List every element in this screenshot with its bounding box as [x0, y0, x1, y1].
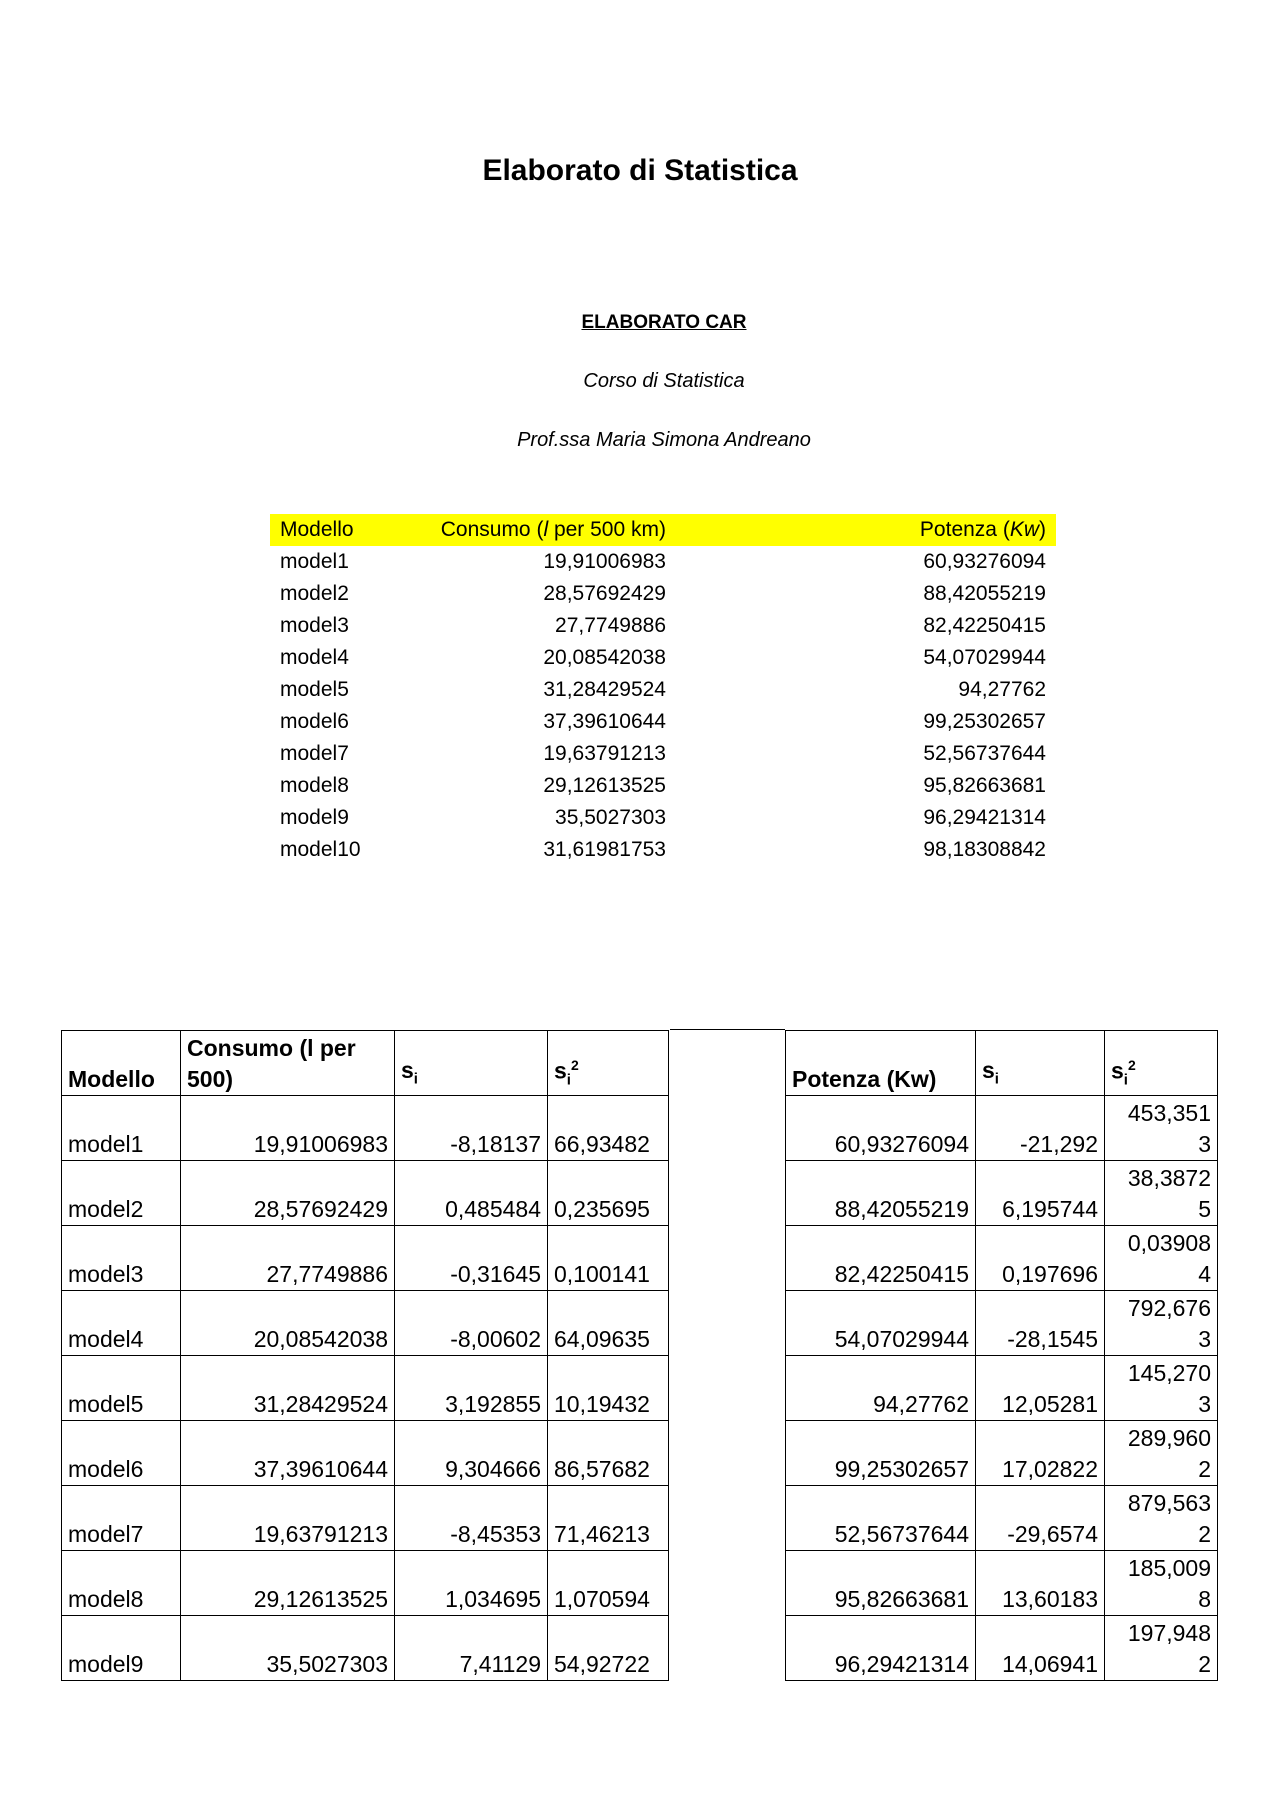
table-row	[786, 1356, 1218, 1421]
table-row	[62, 1096, 669, 1161]
consumo-col-model: Modello	[62, 1031, 181, 1096]
model-name: model3	[280, 614, 349, 637]
si-value: 6,195744	[976, 1161, 1105, 1226]
model-name: model7	[62, 1486, 181, 1551]
potenza-value: 88,42055219	[923, 582, 1046, 605]
si2-value	[1105, 1486, 1218, 1551]
si-subscript: i	[413, 1071, 418, 1088]
table-row	[786, 1291, 1218, 1356]
si2-value-line2: 3	[1198, 1326, 1211, 1352]
consumo-col-si2	[548, 1031, 669, 1096]
model-name: model6	[62, 1421, 181, 1486]
si2-value-line1: 792,676	[1127, 1295, 1211, 1321]
si-symbol: s	[401, 1057, 414, 1084]
table-row	[62, 1356, 669, 1421]
potenza-value: 94,27762	[958, 678, 1046, 701]
si2-value-line1: 879,563	[1127, 1490, 1211, 1516]
potenza-header-unit: Kw	[1009, 518, 1039, 541]
summary-header-consumo	[410, 514, 676, 546]
si2-value-line1: 197,948	[1127, 1620, 1211, 1646]
potenza-value: 60,93276094	[923, 550, 1046, 573]
potenza-value: 96,29421314	[786, 1616, 976, 1681]
si-value: 7,41129	[395, 1616, 548, 1681]
summary-row	[270, 706, 1056, 738]
model-name: model4	[280, 646, 349, 669]
consumo-col-si	[395, 1031, 548, 1096]
potenza-value: 95,82663681	[923, 774, 1046, 797]
course-name: Corso di Statistica	[583, 370, 745, 392]
si2-value	[1105, 1421, 1218, 1486]
si2-value: 66,93482	[548, 1096, 669, 1161]
si2-value: 86,57682	[548, 1421, 669, 1486]
table-row	[786, 1486, 1218, 1551]
si-value: -8,00602	[395, 1291, 548, 1356]
potenza-value: 96,29421314	[923, 806, 1046, 829]
potenza-header-row	[786, 1031, 1218, 1096]
consumo-value: 28,57692429	[543, 582, 666, 605]
consumo-value: 27,7749886	[181, 1226, 395, 1291]
si2-value: 0,235695	[548, 1161, 669, 1226]
consumo-value: 19,63791213	[543, 742, 666, 765]
si2-symbol: s	[554, 1057, 567, 1084]
si2-value-line2: 3	[1198, 1131, 1211, 1157]
si2-value	[1105, 1226, 1218, 1291]
si-value: -8,45353	[395, 1486, 548, 1551]
potenza-value: 54,07029944	[786, 1291, 976, 1356]
si2-value-line1: 38,3872	[1127, 1165, 1211, 1191]
si2-value-line2: 4	[1198, 1261, 1211, 1287]
si-value: 0,485484	[395, 1161, 548, 1226]
potenza-col-si2	[1105, 1031, 1218, 1096]
summary-row	[270, 770, 1056, 802]
model-name: model2	[62, 1161, 181, 1226]
si2-symbol: s	[1111, 1057, 1124, 1084]
si-value: 9,304666	[395, 1421, 548, 1486]
model-name: model8	[62, 1551, 181, 1616]
table-row	[786, 1421, 1218, 1486]
consumo-value: 29,12613525	[543, 774, 666, 797]
potenza-value: 99,25302657	[786, 1421, 976, 1486]
model-name: model2	[280, 582, 349, 605]
model-name: model1	[280, 550, 349, 573]
si-value: -21,292	[976, 1096, 1105, 1161]
table-gap-border	[670, 1029, 785, 1030]
si2-value-line1: 0,03908	[1127, 1230, 1211, 1256]
summary-header-model: Modello	[270, 514, 410, 546]
si2-value-line2: 2	[1198, 1521, 1211, 1547]
potenza-value: 88,42055219	[786, 1161, 976, 1226]
consumo-value: 28,57692429	[181, 1161, 395, 1226]
consumo-value: 31,28429524	[181, 1356, 395, 1421]
summary-header-row	[270, 514, 1056, 546]
summary-table	[270, 514, 1056, 866]
si2-value-line2: 8	[1198, 1586, 1211, 1612]
potenza-header-suffix: )	[1039, 518, 1046, 541]
potenza-value: 52,56737644	[923, 742, 1046, 765]
model-name: model8	[280, 774, 349, 797]
potenza-value: 99,25302657	[923, 710, 1046, 733]
consumo-value: 20,08542038	[181, 1291, 395, 1356]
model-name: model5	[62, 1356, 181, 1421]
si2-value	[1105, 1161, 1218, 1226]
consumo-value: 37,39610644	[181, 1421, 395, 1486]
table-row	[62, 1421, 669, 1486]
si2-value	[1105, 1291, 1218, 1356]
si-subscript: i	[994, 1071, 999, 1088]
model-name: model9	[280, 806, 349, 829]
consumo-col-value: Consumo (l per 500)	[181, 1031, 395, 1096]
document-subtitle: ELABORATO CAR	[581, 312, 747, 333]
table-row	[62, 1616, 669, 1681]
si2-value: 0,100141	[548, 1226, 669, 1291]
model-name: model9	[62, 1616, 181, 1681]
summary-row	[270, 642, 1056, 674]
si2-value: 10,19432	[548, 1356, 669, 1421]
potenza-value: 95,82663681	[786, 1551, 976, 1616]
si-value: -8,18137	[395, 1096, 548, 1161]
si-symbol: s	[982, 1057, 995, 1084]
consumo-header-unit: l	[543, 518, 549, 541]
model-name: model7	[280, 742, 349, 765]
table-row	[786, 1551, 1218, 1616]
si2-value	[1105, 1356, 1218, 1421]
si-value: 14,06941	[976, 1616, 1105, 1681]
potenza-col-value: Potenza (Kw)	[786, 1031, 976, 1096]
potenza-header-prefix: Potenza (	[919, 518, 1010, 541]
summary-row	[270, 738, 1056, 770]
consumo-value: 20,08542038	[543, 646, 666, 669]
si-value: -0,31645	[395, 1226, 548, 1291]
si2-value: 54,92722	[548, 1616, 669, 1681]
table-row	[786, 1161, 1218, 1226]
potenza-value: 94,27762	[786, 1356, 976, 1421]
model-name: model3	[62, 1226, 181, 1291]
consumo-value: 31,61981753	[543, 838, 666, 861]
potenza-value: 82,42250415	[923, 614, 1046, 637]
potenza-value: 98,18308842	[923, 838, 1046, 861]
consumo-deviation-table	[61, 1030, 669, 1681]
si2-value-line1: 453,351	[1127, 1100, 1211, 1126]
si2-value-line1: 289,960	[1127, 1425, 1211, 1451]
si2-value-line2: 3	[1198, 1391, 1211, 1417]
si2-value-line1: 145,270	[1127, 1360, 1211, 1386]
consumo-value: 29,12613525	[181, 1551, 395, 1616]
potenza-value: 82,42250415	[786, 1226, 976, 1291]
table-row	[62, 1161, 669, 1226]
summary-row	[270, 802, 1056, 834]
model-name: model6	[280, 710, 349, 733]
consumo-header-row	[62, 1031, 669, 1096]
table-row	[62, 1226, 669, 1291]
si2-value-line2: 5	[1198, 1196, 1211, 1222]
table-row	[62, 1551, 669, 1616]
summary-header-potenza	[676, 514, 1056, 546]
table-row	[786, 1616, 1218, 1681]
summary-row	[270, 834, 1056, 866]
si2-value-line2: 2	[1198, 1651, 1211, 1677]
table-row	[786, 1096, 1218, 1161]
summary-row	[270, 610, 1056, 642]
consumo-value: 19,91006983	[181, 1096, 395, 1161]
consumo-header-suffix: per 500 km)	[548, 518, 666, 541]
si-value: 0,197696	[976, 1226, 1105, 1291]
si2-value	[1105, 1096, 1218, 1161]
si2-value-line2: 2	[1198, 1456, 1211, 1482]
si-value: 13,60183	[976, 1551, 1105, 1616]
model-name: model10	[280, 838, 361, 861]
table-row	[786, 1226, 1218, 1291]
si-value: -29,6574	[976, 1486, 1105, 1551]
consumo-header-prefix: Consumo (	[440, 518, 544, 541]
summary-row	[270, 546, 1056, 578]
si-value: 17,02822	[976, 1421, 1105, 1486]
si2-subscript: i	[566, 1071, 571, 1088]
si-value: 1,034695	[395, 1551, 548, 1616]
summary-row	[270, 674, 1056, 706]
si2-value	[1105, 1616, 1218, 1681]
si2-value-line1: 185,009	[1127, 1555, 1211, 1581]
consumo-value: 27,7749886	[555, 614, 666, 637]
si-value: 3,192855	[395, 1356, 548, 1421]
si-value: -28,1545	[976, 1291, 1105, 1356]
si2-superscript: 2	[570, 1056, 579, 1073]
potenza-value: 52,56737644	[786, 1486, 976, 1551]
si2-value	[1105, 1551, 1218, 1616]
potenza-deviation-table	[785, 1030, 1218, 1681]
si2-superscript: 2	[1127, 1056, 1136, 1073]
model-name: model4	[62, 1291, 181, 1356]
consumo-value: 19,91006983	[543, 550, 666, 573]
model-name: model1	[62, 1096, 181, 1161]
potenza-value: 60,93276094	[786, 1096, 976, 1161]
si2-subscript: i	[1123, 1071, 1128, 1088]
table-row	[62, 1486, 669, 1551]
consumo-value: 19,63791213	[181, 1486, 395, 1551]
si2-value: 71,46213	[548, 1486, 669, 1551]
document-title: Elaborato di Statistica	[482, 154, 798, 187]
consumo-value: 31,28429524	[543, 678, 666, 701]
si-value: 12,05281	[976, 1356, 1105, 1421]
si2-value: 1,070594	[548, 1551, 669, 1616]
summary-row	[270, 578, 1056, 610]
consumo-value: 35,5027303	[181, 1616, 395, 1681]
table-row	[62, 1291, 669, 1356]
potenza-col-si	[976, 1031, 1105, 1096]
potenza-value: 54,07029944	[923, 646, 1046, 669]
consumo-value: 35,5027303	[555, 806, 666, 829]
model-name: model5	[280, 678, 349, 701]
consumo-value: 37,39610644	[543, 710, 666, 733]
si2-value: 64,09635	[548, 1291, 669, 1356]
professor-name: Prof.ssa Maria Simona Andreano	[517, 429, 811, 451]
